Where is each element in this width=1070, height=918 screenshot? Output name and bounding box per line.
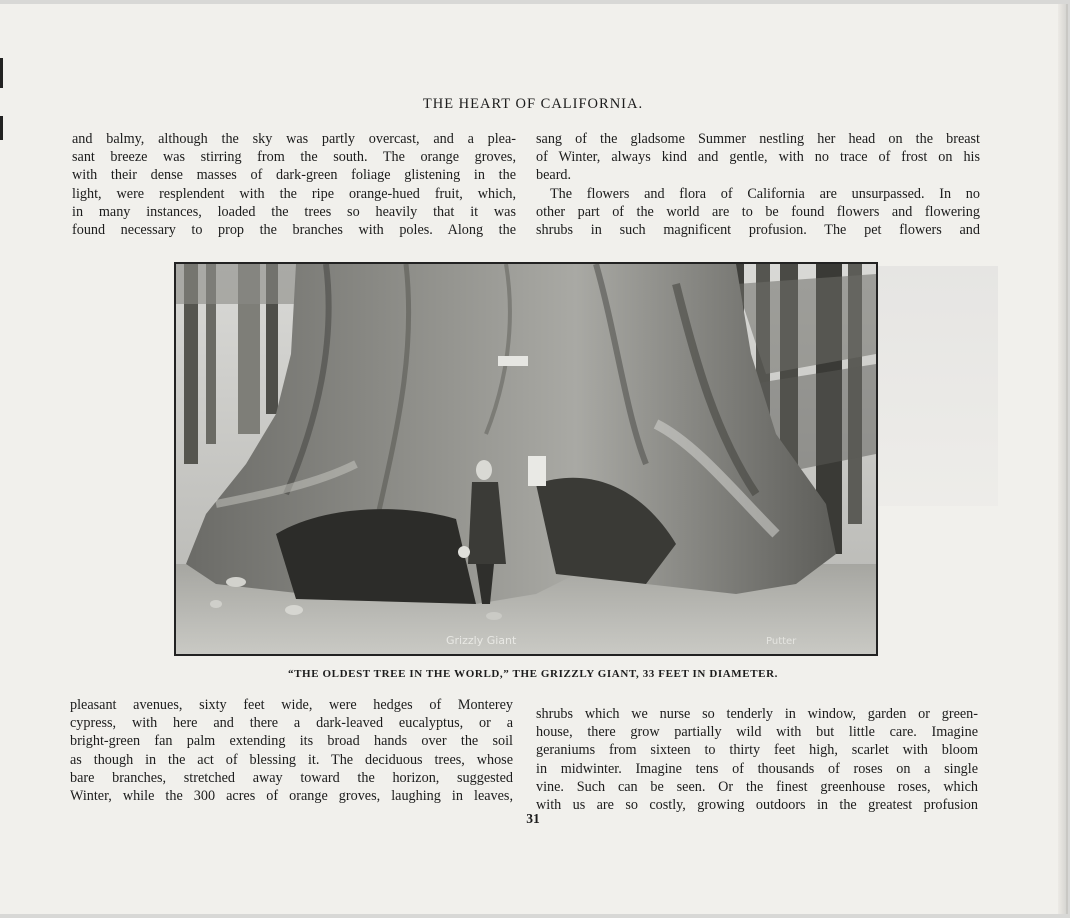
text-line: bright-green fan palm extending its broad hands over the soil — [70, 733, 513, 750]
text-line: in midwinter. Imagine tens of thousands of roses on a single — [536, 760, 978, 777]
text-line: shrubs which we nurse so tenderly in window, garden or green- — [536, 706, 978, 722]
text-line: sang of the gladsome Summer nestling her head on the breast — [536, 131, 980, 147]
text-line: with their dense masses of dark-green foliage glistening in the — [72, 167, 516, 184]
show-through-bleed — [878, 266, 998, 506]
text-line: vine. Such can be seen. Or the finest greenhouse roses, which — [536, 778, 978, 795]
text-line: with us are so costly, growing outdoors in the greatest profusion — [536, 797, 978, 814]
book-page — [0, 4, 1068, 914]
photo-caption: “THE OLDEST TREE IN THE WORLD,” THE GRIZZLY GIANT, 33 FEET IN DIAMETER. — [288, 668, 778, 680]
text-line: bare branches, stretched away toward the horizon, suggested — [70, 769, 513, 786]
top-left-column — [72, 130, 516, 239]
bottom-right-column — [536, 705, 978, 814]
text-line: Winter, while the 300 acres of orange groves, laughing in leaves, — [70, 788, 513, 805]
top-right-column — [536, 130, 980, 239]
running-head: THE HEART OF CALIFORNIA. — [422, 96, 644, 112]
text-line: sant breeze was stirring from the south. The orange groves, — [72, 149, 516, 166]
text-line: in many instances, loaded the trees so heavily that it was — [72, 203, 516, 220]
bottom-left-column — [70, 696, 513, 805]
page-edge-shadow — [1058, 4, 1066, 914]
binding-mark — [0, 58, 3, 88]
photo-inscription: Grizzly Giant — [446, 634, 517, 647]
photographer-mark: Putter — [766, 636, 797, 647]
text-line: shrubs in such magnificent profusion. The pet flowers and — [536, 222, 980, 239]
text-line: light, were resplendent with the ripe orange-hued fruit, which, — [72, 185, 516, 202]
text-line: of Winter, always kind and gentle, with no trace of frost on his — [536, 149, 980, 166]
text-line: The flowers and flora of California are unsurpassed. In no — [550, 185, 980, 202]
text-line: pleasant avenues, sixty feet wide, were hedges of Monterey — [70, 697, 513, 713]
text-line: other part of the world are to be found flowers and flowering — [536, 203, 980, 220]
page-number: 31 — [526, 811, 540, 826]
text-line: house, there grow partially wild with but little care. Imagine — [536, 724, 978, 741]
text-line: and balmy, although the sky was partly overcast, and a plea- — [72, 131, 516, 147]
text-line: found necessary to prop the branches with poles. Along the — [72, 222, 516, 239]
text-line: cypress, with here and there a dark-leaved eucalyptus, or a — [70, 715, 513, 732]
text-line: as though in the act of blessing it. The deciduous trees, whose — [70, 751, 513, 768]
text-line: beard. — [536, 167, 572, 184]
grizzly-giant-photograph — [174, 262, 878, 656]
binding-mark — [0, 116, 3, 140]
text-line: geraniums from sixteen to thirty feet high, scarlet with bloom — [536, 742, 978, 759]
